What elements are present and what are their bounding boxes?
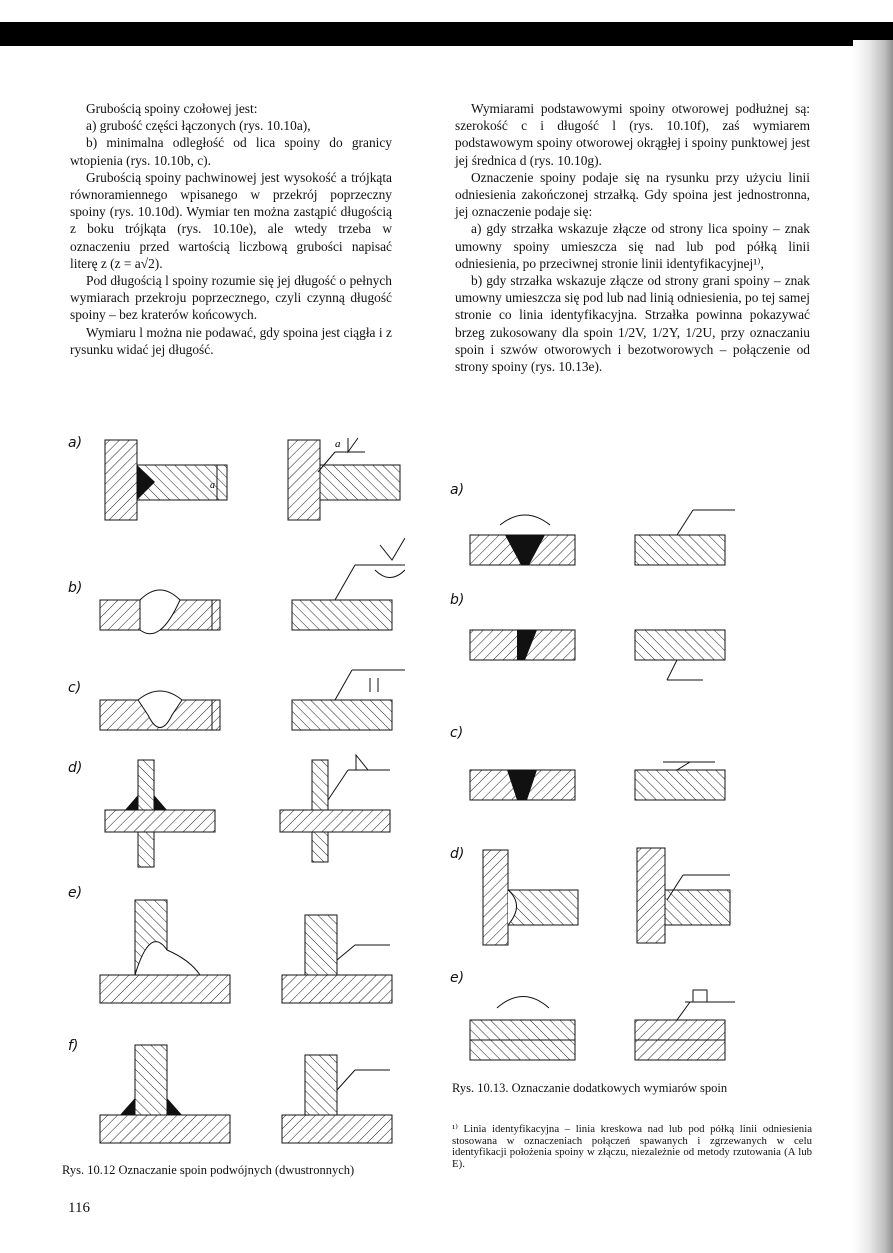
fig-left-label-a: a)	[68, 435, 83, 451]
figure-10-12-caption: Rys. 10.12 Oznaczanie spoin podwójnych (dwustronnych)	[62, 1163, 355, 1177]
figure-10-13-caption: Rys. 10.13. Oznaczanie dodatkowych wymiarów spoin	[452, 1081, 728, 1095]
fig-right-d	[483, 848, 730, 945]
fig-left-label-e: e)	[68, 885, 83, 901]
fig-right-label-a: a)	[450, 482, 465, 498]
svg-text:a: a	[335, 438, 341, 450]
fig-left-label-b: b)	[68, 580, 83, 596]
figure-10-12	[60, 430, 405, 1160]
figure-10-13	[445, 480, 745, 1075]
fig-left-e	[100, 900, 392, 1003]
fig-left-label-f: f)	[68, 1038, 79, 1054]
right-paragraph: b) gdy strzałka wskazuje złącze od strony grani spoiny – znak umowny umieszcza się pod lub nad linią odniesienia, po tej samej stronie co linia identyfikacyjna. Strzałka powinna pokazywać brzeg zukosowany dla spoin 1/2V, 1/2Y, 1/2U, przy oznaczaniu spoin i szwów otworowych i bezotworowych – połączenie od strony spoiny (rys. 10.13e).	[455, 273, 810, 375]
svg-text:a: a	[210, 480, 215, 491]
fig-left-label-c: c)	[68, 680, 82, 696]
fig-right-label-d: d)	[450, 846, 465, 862]
fig-right-label-c: c)	[450, 725, 464, 741]
fig-right-e	[470, 990, 735, 1060]
left-paragraph: b) minimalna odległość od lica spoiny do granicy wtopienia (rys. 10.10b, c).	[70, 135, 392, 168]
fig-right-label-e: e)	[450, 970, 465, 986]
fig-right-label-b: b)	[450, 592, 465, 608]
fig-right-b	[470, 630, 725, 680]
fig-left-c	[100, 670, 405, 730]
footnote: ¹⁾ Linia identyfikacyjna – linia kreskowa nad lub pod półką linii odniesienia stosowana w oznaczeniach połączeń spawanych i zgrzewanych w celu identyfikacji położenia spoiny w złączu, niezależnie od metody rzutowania (A lub E).	[452, 1123, 812, 1170]
fig-right-c	[470, 762, 725, 800]
fig-right-a	[470, 510, 735, 565]
fig-left-f	[100, 1045, 392, 1143]
fig-left-label-d: d)	[68, 760, 83, 776]
right-paragraph: Wymiarami podstawowymi spoiny otworowej podłużnej są: szerokość c i długość l (rys. 10.10f), zaś wymiarem podstawowym spoiny otworowej okrągłej i spoiny punktowej jest jej średnica d (rys. 10.10g).	[455, 101, 810, 168]
fig-left-d	[105, 755, 390, 867]
fig-left-a	[105, 438, 400, 520]
right-paragraph: Oznaczenie spoiny podaje się na rysunku przy użyciu linii odniesienia zakończonej strzałką. Gdy spoina jest jednostronna, jej oznaczenie podaje się:	[455, 169, 810, 220]
scan-top-bar	[0, 22, 893, 46]
fig-left-b	[100, 538, 405, 634]
page-number: 116	[68, 1200, 90, 1216]
right-paragraph: a) gdy strzałka wskazuje złącze od strony lica spoiny – znak umowny spoiny umieszcza się nad lub pod półką linii odniesienia, po przeciwnej stronie linii identyfikacyjnej¹⁾,	[455, 221, 810, 271]
left-paragraph: Grubością spoiny czołowej jest:	[86, 101, 258, 116]
right-text-column	[455, 100, 810, 375]
left-paragraph: a) grubość części łączonych (rys. 10.10a),	[86, 118, 311, 134]
left-text-column	[70, 100, 392, 358]
left-paragraph: Wymiaru l można nie podawać, gdy spoina jest ciągła i z rysunku widać jej długość.	[70, 324, 392, 357]
scan-right-edge	[853, 40, 893, 1253]
left-paragraph: Grubością spoiny pachwinowej jest wysokość a trójkąta równoramiennego wpisanego w przekrój poprzeczny spoiny (rys. 10.10d). Wymiar ten można zastąpić długością z boku trójkąta (rys. 10.10e), ale wtedy trzeba w oznaczeniu przed wartością liczbową grubości napisać literę z (z = a√2).	[70, 169, 392, 271]
left-paragraph: Pod długością l spoiny rozumie się jej długość o pełnych wymiarach przekroju poprzecznego, czyli czynną długość spoiny – bez kraterów końcowych.	[70, 273, 392, 323]
